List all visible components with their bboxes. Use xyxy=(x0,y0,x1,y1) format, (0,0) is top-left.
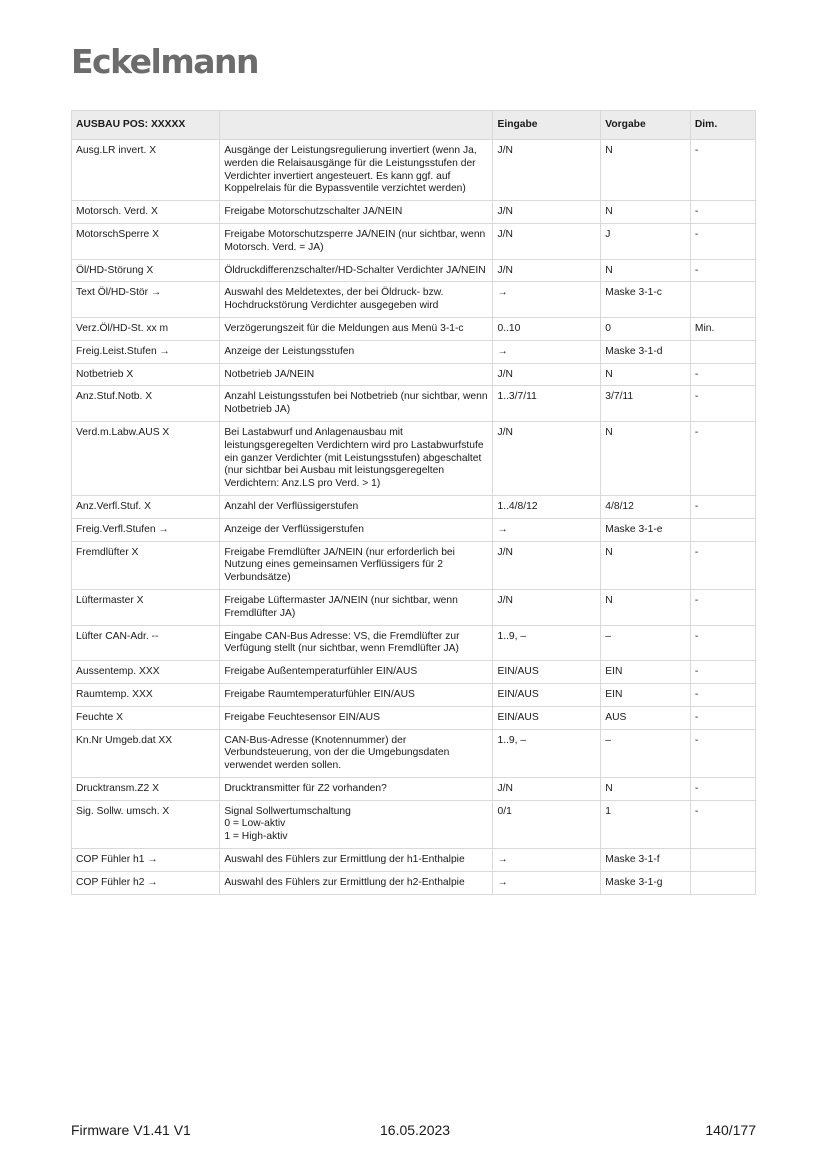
cell-vorgabe: N xyxy=(601,777,691,800)
footer-page-number: 140/177 xyxy=(705,1122,756,1138)
cell-parameter: Freig.Verfl.Stufen → xyxy=(72,518,220,541)
cell-dim: - xyxy=(690,661,755,684)
cell-parameter: Öl/HD-Störung X xyxy=(72,259,220,282)
cell-dim: - xyxy=(690,363,755,386)
cell-vorgabe: N xyxy=(601,589,691,625)
table-row xyxy=(72,421,756,495)
cell-description: Signal Sollwertumschaltung 0 = Low-aktiv 1 = High-aktiv xyxy=(220,800,493,848)
cell-description: Bei Lastabwurf und Anlagenausbau mit leistungsgeregelten Verdichtern wird pro Lastabwurfstufe ein ganzer Verdichter (mit Leistungsstufen) abgeschaltet (nur sichtbar bei Ausbau mit leistungsgeregelten Verdichtern: Anz.LS pro Verd. > 1) xyxy=(220,421,493,495)
table-row xyxy=(72,849,756,872)
cell-eingabe: J/N xyxy=(493,223,601,259)
cell-eingabe: J/N xyxy=(493,589,601,625)
cell-parameter: Anz.Verfl.Stuf. X xyxy=(72,495,220,518)
cell-parameter: Raumtemp. XXX xyxy=(72,683,220,706)
table-row xyxy=(72,495,756,518)
cell-description: CAN-Bus-Adresse (Knotennummer) der Verbundsteuerung, von der die Umgebungsdaten verwendet werden sollen. xyxy=(220,729,493,777)
cell-vorgabe: N xyxy=(601,541,691,589)
cell-eingabe: J/N xyxy=(493,259,601,282)
cell-vorgabe: N xyxy=(601,259,691,282)
table-row xyxy=(72,201,756,224)
cell-eingabe: → xyxy=(493,849,601,872)
cell-parameter: Notbetrieb X xyxy=(72,363,220,386)
footer-firmware: Firmware V1.41 V1 xyxy=(71,1122,191,1138)
header-eingabe: Eingabe xyxy=(493,111,601,140)
cell-dim: - xyxy=(690,140,755,201)
cell-dim: - xyxy=(690,495,755,518)
cell-parameter: Sig. Sollw. umsch. X xyxy=(72,800,220,848)
cell-description: Freigabe Lüftermaster JA/NEIN (nur sichtbar, wenn Fremdlüfter JA) xyxy=(220,589,493,625)
cell-vorgabe: Maske 3-1-f xyxy=(601,849,691,872)
cell-parameter: Verz.Öl/HD-St. xx m xyxy=(72,317,220,340)
cell-parameter: Verd.m.Labw.AUS X xyxy=(72,421,220,495)
cell-eingabe: 0/1 xyxy=(493,800,601,848)
table-row xyxy=(72,541,756,589)
cell-dim: Min. xyxy=(690,317,755,340)
table-row xyxy=(72,340,756,363)
cell-dim: - xyxy=(690,421,755,495)
cell-dim: - xyxy=(690,683,755,706)
cell-vorgabe: N xyxy=(601,140,691,201)
cell-dim xyxy=(690,282,755,318)
cell-description: Öldruckdifferenzschalter/HD-Schalter Verdichter JA/NEIN xyxy=(220,259,493,282)
cell-vorgabe: 0 xyxy=(601,317,691,340)
cell-eingabe: → xyxy=(493,340,601,363)
cell-description: Eingabe CAN-Bus Adresse: VS, die Fremdlüfter zur Verfügung stellt (nur sichtbar, wenn Fremdlüfter JA) xyxy=(220,625,493,661)
cell-parameter: Feuchte X xyxy=(72,706,220,729)
cell-description: Drucktransmitter für Z2 vorhanden? xyxy=(220,777,493,800)
cell-parameter: Motorsch. Verd. X xyxy=(72,201,220,224)
cell-dim: - xyxy=(690,729,755,777)
cell-vorgabe: AUS xyxy=(601,706,691,729)
cell-description: Anzahl Leistungsstufen bei Notbetrieb (nur sichtbar, wenn Notbetrieb JA) xyxy=(220,386,493,422)
cell-vorgabe: EIN xyxy=(601,661,691,684)
cell-vorgabe: N xyxy=(601,363,691,386)
cell-parameter: COP Fühler h2 → xyxy=(72,871,220,894)
cell-eingabe: EIN/AUS xyxy=(493,683,601,706)
cell-eingabe: J/N xyxy=(493,777,601,800)
cell-dim: - xyxy=(690,386,755,422)
table-row xyxy=(72,871,756,894)
cell-parameter: Ausg.LR invert. X xyxy=(72,140,220,201)
cell-description: Freigabe Fremdlüfter JA/NEIN (nur erforderlich bei Nutzung eines gemeinsamen Verflüssigers für 2 Verbundsätze) xyxy=(220,541,493,589)
table-row xyxy=(72,625,756,661)
cell-vorgabe: EIN xyxy=(601,683,691,706)
cell-vorgabe: J xyxy=(601,223,691,259)
cell-description: Verzögerungszeit für die Meldungen aus Menü 3-1-c xyxy=(220,317,493,340)
cell-description: Freigabe Raumtemperaturfühler EIN/AUS xyxy=(220,683,493,706)
table-row xyxy=(72,589,756,625)
cell-eingabe: 1..9, – xyxy=(493,729,601,777)
eckelmann-logo: Eckelmann xyxy=(71,42,258,81)
cell-description: Notbetrieb JA/NEIN xyxy=(220,363,493,386)
header-vorgabe: Vorgabe xyxy=(601,111,691,140)
table-row xyxy=(72,661,756,684)
table-row xyxy=(72,363,756,386)
cell-dim: - xyxy=(690,541,755,589)
cell-vorgabe: 4/8/12 xyxy=(601,495,691,518)
cell-vorgabe: Maske 3-1-e xyxy=(601,518,691,541)
table-row xyxy=(72,317,756,340)
cell-description: Auswahl des Fühlers zur Ermittlung der h2-Enthalpie xyxy=(220,871,493,894)
cell-vorgabe: Maske 3-1-c xyxy=(601,282,691,318)
table-row xyxy=(72,223,756,259)
cell-vorgabe: N xyxy=(601,201,691,224)
cell-description: Freigabe Außentemperaturfühler EIN/AUS xyxy=(220,661,493,684)
cell-parameter: Anz.Stuf.Notb. X xyxy=(72,386,220,422)
cell-eingabe: J/N xyxy=(493,421,601,495)
cell-dim: - xyxy=(690,625,755,661)
table-row xyxy=(72,706,756,729)
cell-eingabe: → xyxy=(493,518,601,541)
cell-eingabe: 1..3/7/11 xyxy=(493,386,601,422)
footer-date: 16.05.2023 xyxy=(380,1122,451,1138)
header-position: AUSBAU POS: XXXXX xyxy=(72,111,220,140)
table-row xyxy=(72,259,756,282)
cell-dim: - xyxy=(690,223,755,259)
table-row xyxy=(72,140,756,201)
cell-eingabe: J/N xyxy=(493,201,601,224)
cell-description: Anzeige der Verflüssigerstufen xyxy=(220,518,493,541)
table-row xyxy=(72,777,756,800)
cell-parameter: MotorschSperre X xyxy=(72,223,220,259)
table-row xyxy=(72,282,756,318)
cell-parameter: Freig.Leist.Stufen → xyxy=(72,340,220,363)
cell-vorgabe: Maske 3-1-g xyxy=(601,871,691,894)
cell-eingabe: J/N xyxy=(493,363,601,386)
cell-description: Freigabe Feuchtesensor EIN/AUS xyxy=(220,706,493,729)
header-description xyxy=(220,111,493,140)
cell-eingabe: J/N xyxy=(493,140,601,201)
cell-parameter: Fremdlüfter X xyxy=(72,541,220,589)
cell-eingabe: EIN/AUS xyxy=(493,661,601,684)
cell-parameter: Lüfter CAN-Adr. -- xyxy=(72,625,220,661)
table-row xyxy=(72,518,756,541)
cell-eingabe: 1..4/8/12 xyxy=(493,495,601,518)
cell-vorgabe: Maske 3-1-d xyxy=(601,340,691,363)
cell-parameter: COP Fühler h1 → xyxy=(72,849,220,872)
cell-vorgabe: 1 xyxy=(601,800,691,848)
cell-parameter: Drucktransm.Z2 X xyxy=(72,777,220,800)
cell-vorgabe: – xyxy=(601,729,691,777)
cell-description: Ausgänge der Leistungsregulierung invertiert (wenn Ja, werden die Relaisausgänge für die Leistungsstufen der Verdichter invertiert angesteuert. Es kann ggf. auf Koppelrelais für die Bypassventile verzichtet werden) xyxy=(220,140,493,201)
cell-eingabe: 1..9, – xyxy=(493,625,601,661)
cell-parameter: Lüftermaster X xyxy=(72,589,220,625)
cell-dim: - xyxy=(690,800,755,848)
parameter-table xyxy=(71,110,756,895)
cell-dim xyxy=(690,340,755,363)
cell-dim xyxy=(690,871,755,894)
cell-dim: - xyxy=(690,706,755,729)
cell-eingabe: → xyxy=(493,871,601,894)
cell-description: Anzahl der Verflüssigerstufen xyxy=(220,495,493,518)
cell-description: Freigabe Motorschutzsperre JA/NEIN (nur sichtbar, wenn Motorsch. Verd. = JA) xyxy=(220,223,493,259)
cell-parameter: Text Öl/HD-Stör → xyxy=(72,282,220,318)
cell-description: Anzeige der Leistungsstufen xyxy=(220,340,493,363)
cell-dim: - xyxy=(690,259,755,282)
cell-eingabe: 0..10 xyxy=(493,317,601,340)
cell-vorgabe: 3/7/11 xyxy=(601,386,691,422)
cell-dim xyxy=(690,518,755,541)
cell-description: Freigabe Motorschutzschalter JA/NEIN xyxy=(220,201,493,224)
cell-eingabe: J/N xyxy=(493,541,601,589)
cell-dim: - xyxy=(690,777,755,800)
cell-eingabe: EIN/AUS xyxy=(493,706,601,729)
table-row xyxy=(72,800,756,848)
table-row xyxy=(72,683,756,706)
cell-vorgabe: – xyxy=(601,625,691,661)
cell-vorgabe: N xyxy=(601,421,691,495)
table-row xyxy=(72,729,756,777)
cell-dim xyxy=(690,849,755,872)
cell-dim: - xyxy=(690,201,755,224)
table-row xyxy=(72,386,756,422)
cell-dim: - xyxy=(690,589,755,625)
cell-eingabe: → xyxy=(493,282,601,318)
cell-description: Auswahl des Meldetextes, der bei Öldruck- bzw. Hochdruckstörung Verdichter ausgegeben wird xyxy=(220,282,493,318)
cell-parameter: Aussentemp. XXX xyxy=(72,661,220,684)
header-dim: Dim. xyxy=(690,111,755,140)
cell-description: Auswahl des Fühlers zur Ermittlung der h1-Enthalpie xyxy=(220,849,493,872)
cell-parameter: Kn.Nr Umgeb.dat XX xyxy=(72,729,220,777)
table-header-row xyxy=(72,111,756,140)
